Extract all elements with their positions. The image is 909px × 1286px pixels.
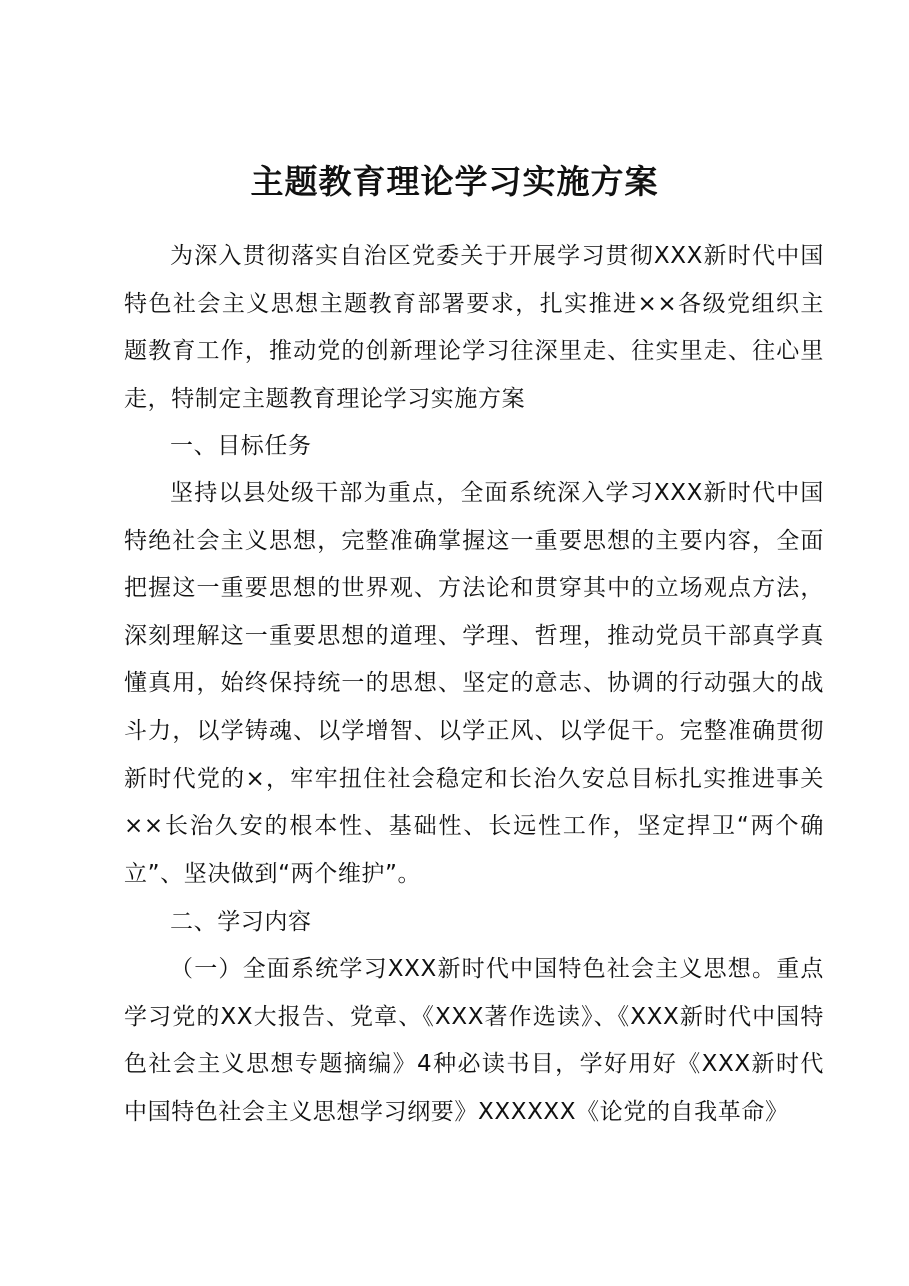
content-paragraph: （一）全面系统学习XXX新时代中国特色社会主义思想。重点学习党的XX大报告、党章、《XXX著作选读》、《XXX新时代中国特色社会主义思想专题摘编》4种必读书目，学好用好《XXX新时代中国特色社会主义思想学习纲要》XXXXXX《论党的自我革命》 (124, 956, 824, 1125)
section-heading-goals: 一、目标任务 (170, 433, 312, 459)
goals-paragraph: 坚持以县处级干部为重点，全面系统深入学习XXX新时代中国特绝社会主义思想，完整准确掌握这一重要思想的主要内容，全面把握这一重要思想的世界观、方法论和贯穿其中的立场观点方法，深刻理解这一重要思想的道理、学理、哲理，推动党员干部真学真懂真用，始终保持统一的思想、坚定的意志、协调的行动强大的战斗力，以学铸魂、以学增智、以学正风、以学促干。完整准确贯彻新时代党的×，牢牢扭住社会稳定和长治久安总目标扎实推进事关××长治久安的根本性、基础性、长远性工作，坚定捍卫“两个确立”、坚决做到“两个维护”。 (124, 480, 824, 887)
section-heading-content: 二、学习内容 (170, 909, 312, 935)
intro-paragraph: 为深入贯彻落实自治区党委关于开展学习贯彻XXX新时代中国特色社会主义思想主题教育部署要求，扎实推进××各级党组织主题教育工作，推动党的创新理论学习往深里走、往实里走、往心里走，特制定主题教育理论学习实施方案 (124, 243, 824, 412)
document-title: 主题教育理论学习实施方案 (250, 162, 659, 201)
